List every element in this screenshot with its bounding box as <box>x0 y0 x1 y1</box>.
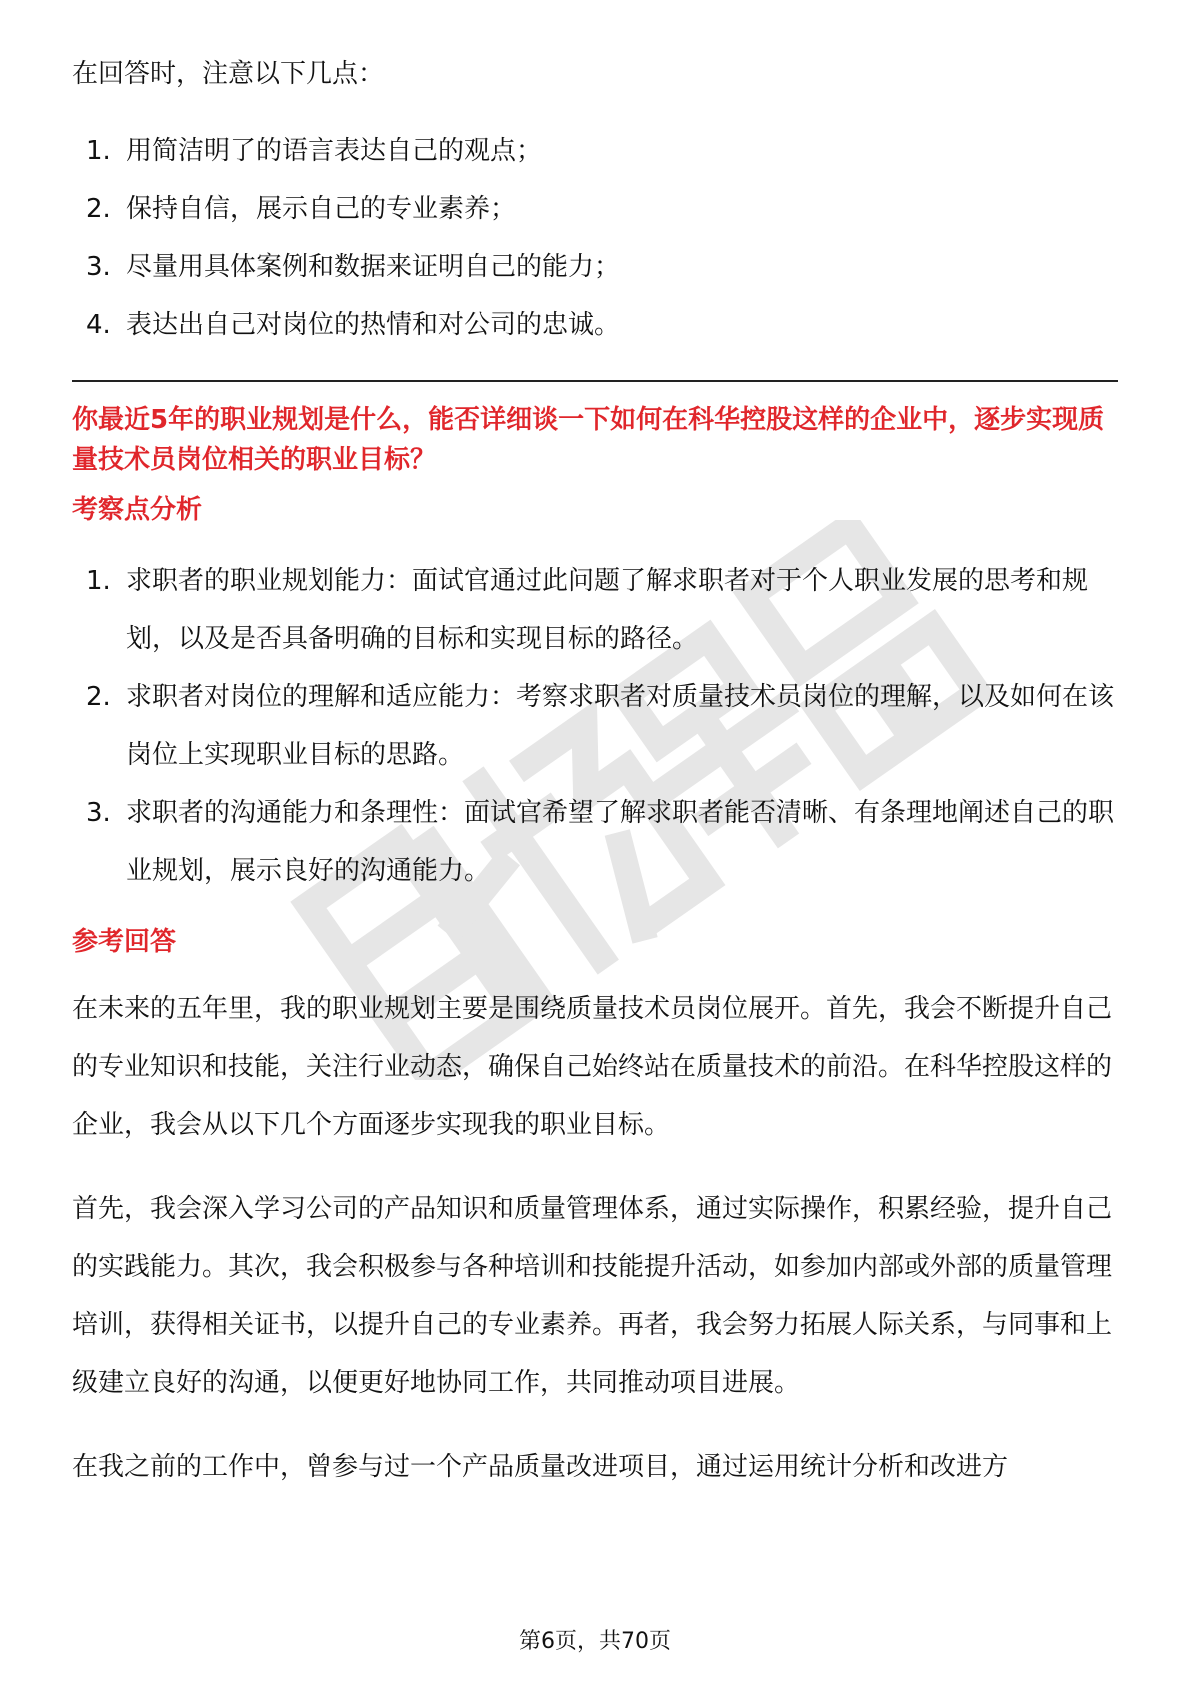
list-text: 求职者的职业规划能力：面试官通过此问题了解求职者对于个人职业发展的思考和规划，以及是否具备明确的目标和实现目标的路径。 <box>126 566 1089 654</box>
intro-text: 在回答时，注意以下几点： <box>72 59 385 89</box>
list-number: 3. <box>86 252 111 282</box>
list-item <box>72 180 1118 238</box>
list-item <box>72 552 1118 668</box>
reference-answer <box>72 980 1118 1496</box>
list-text: 求职者的沟通能力和条理性：面试官希望了解求职者能否清晰、有条理地阐述自己的职业规划，展示良好的沟通能力。 <box>126 798 1115 886</box>
answer-paragraph: 在未来的五年里，我的职业规划主要是围绕质量技术员岗位展开。首先，我会不断提升自己的专业知识和技能，关注行业动态，确保自己始终站在质量技术的前沿。在科华控股这样的企业，我会从以下几个方面逐步实现我的职业目标。 <box>72 994 1113 1140</box>
analysis-list <box>72 552 1118 900</box>
list-text: 保持自信，展示自己的专业素养； <box>126 194 517 224</box>
answer-paragraph: 首先，我会深入学习公司的产品知识和质量管理体系，通过实际操作，积累经验，提升自己的实践能力。其次，我会积极参与各种培训和技能提升活动，如参加内部或外部的质量管理培训，获得相关证书，以提升自己的专业素养。再者，我会努力拓展人际关系，与同事和上级建立良好的沟通，以便更好地协同工作，共同推动项目进展。 <box>72 1194 1113 1398</box>
list-item <box>72 668 1118 784</box>
tips-list <box>72 122 1118 354</box>
list-number: 3. <box>86 798 111 828</box>
list-text: 尽量用具体案例和数据来证明自己的能力； <box>126 252 621 282</box>
list-number: 2. <box>86 194 111 224</box>
reference-title: 参考回答 <box>72 927 177 957</box>
question-heading: 你最近5年的职业规划是什么，能否详细谈一下如何在科华控股这样的企业中，逐步实现质量技术员岗位相关的职业目标？ <box>72 405 1105 475</box>
list-item <box>72 784 1118 900</box>
list-number: 2. <box>86 682 111 712</box>
list-item <box>72 296 1118 354</box>
list-text: 表达出自己对岗位的热情和对公司的忠诚。 <box>126 310 621 340</box>
list-number: 4. <box>86 310 111 340</box>
list-text: 求职者对岗位的理解和适应能力：考察求职者对质量技术员岗位的理解，以及如何在该岗位上实现职业目标的思路。 <box>126 682 1115 770</box>
analysis-title: 考察点分析 <box>72 495 203 525</box>
answer-paragraph: 在我之前的工作中，曾参与过一个产品质量改进项目，通过运用统计分析和改进方 <box>72 1452 1009 1482</box>
page-footer: 第6页，共70页 <box>519 1629 671 1654</box>
section-divider <box>72 380 1118 382</box>
list-item <box>72 122 1118 180</box>
page-content <box>72 52 1118 1522</box>
list-item <box>72 238 1118 296</box>
list-text: 用简洁明了的语言表达自己的观点； <box>126 136 543 166</box>
list-number: 1. <box>86 136 111 166</box>
list-number: 1. <box>86 566 111 596</box>
